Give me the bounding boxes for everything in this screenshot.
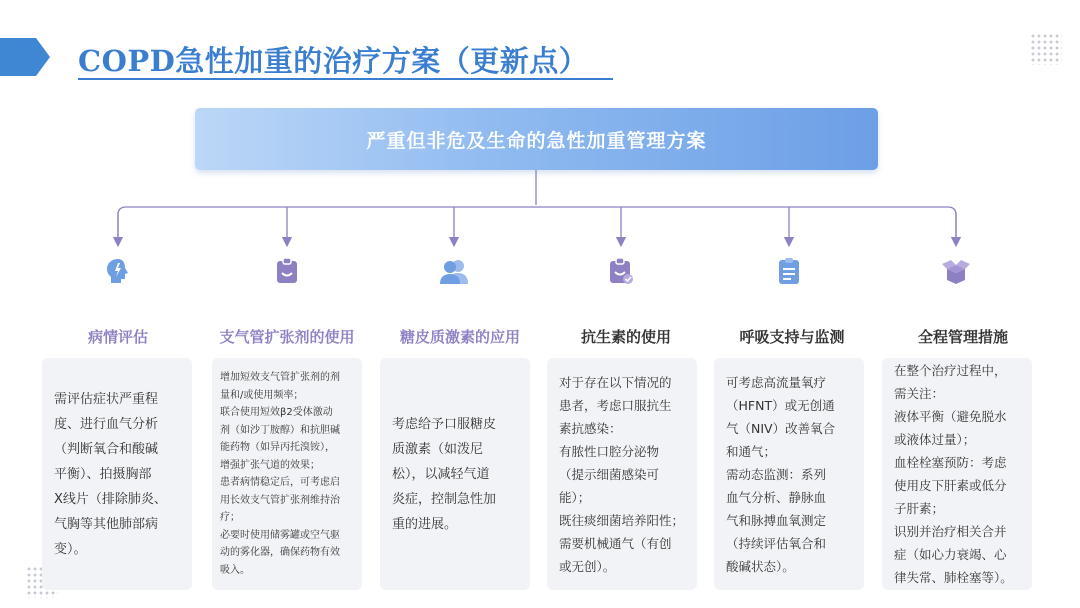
column-title-text: 全程管理措施	[917, 328, 1008, 346]
card-text: 可考虑高流量氧疗 （HFNT）或无创通 气（NIV）改善氧合 和通气； 需动态监测：系列 血气分析、静脉血 气和脉搏血氧测定 （持续评估氧合和 酸碱状态）。	[726, 374, 836, 574]
column-title-text: 糖皮质激素的应用	[399, 328, 520, 346]
column-title-1	[33, 326, 203, 347]
card-3	[380, 358, 530, 590]
column-title-text: 呼吸支持与监测	[739, 328, 845, 346]
column-title-4	[541, 326, 711, 347]
card-2	[212, 358, 362, 590]
column-title-6	[878, 326, 1048, 347]
column-title-3	[375, 326, 545, 347]
card-text: 在整个治疗过程中， 需关注： 液体平衡（避免脱水 或液体过量）； 血栓栓塞预防：考虑 使用皮下肝素或低分 子肝素； 识别并治疗相关合并 症（如心力衰竭、心 律失常、肺栓塞等）。	[894, 363, 1013, 585]
open-box-icon	[940, 255, 972, 287]
clipboard-check-icon	[605, 255, 637, 287]
card-6	[882, 358, 1032, 590]
clipboard-icon	[271, 255, 303, 287]
document-list-icon	[773, 255, 805, 287]
page-title: COPD急性加重的治疗方案（更新点）	[78, 44, 589, 78]
column-title-2	[202, 326, 372, 347]
card-4	[547, 358, 697, 590]
card-text: 增加短效支气管扩张剂的剂 量和/或使用频率； 联合使用短效β2受体激动 剂（如沙丁胺醇）和抗胆碱 能药物（如异丙托溴铵）， 增强扩张气道的效果； 患者病情稳定后，可考虑启 用长效支气管扩张剂维持治 疗； 必要时使用储雾罐或空气驱 动的雾化器，确保药物有效 吸入。	[220, 372, 340, 576]
column-title-5	[707, 326, 877, 347]
column-title-text: 抗生素的使用	[580, 328, 671, 346]
column-title-text: 支气管扩张剂的使用	[219, 328, 355, 346]
head-lightbulb-icon	[102, 255, 134, 287]
card-text: 对于存在以下情况的 患者，考虑口服抗生 素抗感染： 有脓性口腔分泌物 （提示细菌感染可 能）； 既往痰细菌培养阳性； 需要机械通气（有创 或无创）。	[559, 374, 685, 574]
card-text: 需评估症状严重程 度、进行血气分析 （判断氧合和酸碱 平衡）、拍摄胸部 X线片（排除肺炎、 气胸等其他肺部病 变）。	[54, 391, 167, 557]
card-text: 考虑给予口服糖皮 质激素（如泼尼 松），以减轻气道 炎症，控制急性加 重的进展。	[392, 416, 497, 532]
users-icon	[438, 255, 470, 287]
card-5	[714, 358, 864, 590]
main-plan-label: 严重但非危及生命的急性加重管理方案	[366, 129, 707, 152]
column-title-text: 病情评估	[87, 328, 148, 346]
card-1	[42, 358, 192, 590]
connector-bus	[118, 207, 956, 240]
